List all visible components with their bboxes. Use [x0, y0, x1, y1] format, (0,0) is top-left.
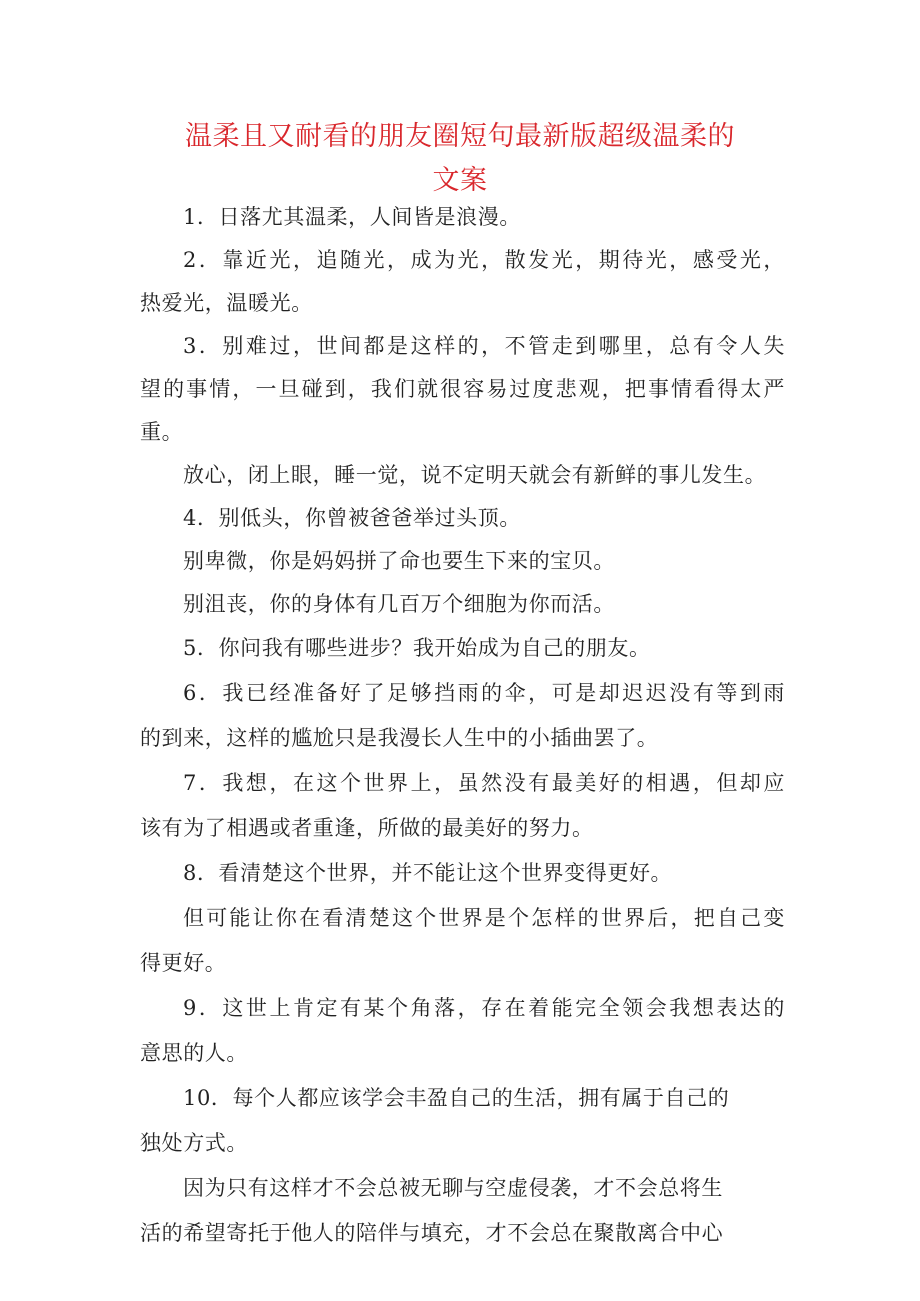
body-line: 7．我想，在这个世界上，虽然没有最美好的相遇，但却应	[183, 771, 785, 795]
body-line: 4．别低头，你曾被爸爸举过头顶。	[183, 506, 521, 530]
body-line: 8．看清楚这个世界，并不能让这个世界变得更好。	[183, 861, 673, 885]
body-line: 但可能让你在看清楚这个世界是个怎样的世界后，把自己变	[183, 906, 785, 930]
body-line: 2．靠近光，追随光，成为光，散发光，期待光，感受光，	[183, 248, 785, 272]
document-title-line-1: 温柔且又耐看的朋友圈短句最新版超级温柔的	[185, 121, 735, 152]
body-line: 别沮丧，你的身体有几百万个细胞为你而活。	[183, 592, 615, 616]
body-line: 别卑微，你是妈妈拼了命也要生下来的宝贝。	[183, 549, 615, 573]
body-line: 6．我已经准备好了足够挡雨的伞，可是却迟迟没有等到雨	[183, 681, 785, 705]
body-line: 活的希望寄托于他人的陪伴与填充，才不会总在聚散离合中心	[140, 1221, 724, 1245]
body-line: 9．这世上肯定有某个角落，存在着能完全领会我想表达的	[183, 996, 785, 1020]
body-line: 热爱光，温暖光。	[140, 291, 313, 315]
document-body	[140, 196, 785, 1256]
body-line: 放心，闭上眼，睡一觉，说不定明天就会有新鲜的事儿发生。	[183, 463, 767, 487]
body-line: 的到来，这样的尴尬只是我漫长人生中的小插曲罢了。	[140, 726, 659, 750]
body-line: 重。	[140, 420, 184, 444]
body-line: 意思的人。	[140, 1041, 248, 1065]
body-line: 独处方式。	[140, 1131, 248, 1155]
body-line: 该有为了相遇或者重逢，所做的最美好的努力。	[140, 816, 594, 840]
body-line: 因为只有这样才不会总被无聊与空虚侵袭，才不会总将生	[183, 1176, 723, 1200]
body-line: 得更好。	[140, 951, 227, 975]
body-line: 5．你问我有哪些进步？我开始成为自己的朋友。	[183, 636, 651, 660]
body-line: 1．日落尤其温柔，人间皆是浪漫。	[183, 205, 521, 229]
body-line: 3．别难过，世间都是这样的，不管走到哪里，总有令人失	[183, 334, 785, 358]
body-line: 望的事情，一旦碰到，我们就很容易过度悲观，把事情看得太严	[140, 377, 785, 401]
body-line: 10．每个人都应该学会丰盈自己的生活，拥有属于自己的	[183, 1086, 730, 1110]
document-title-line-2: 文案	[432, 165, 488, 196]
